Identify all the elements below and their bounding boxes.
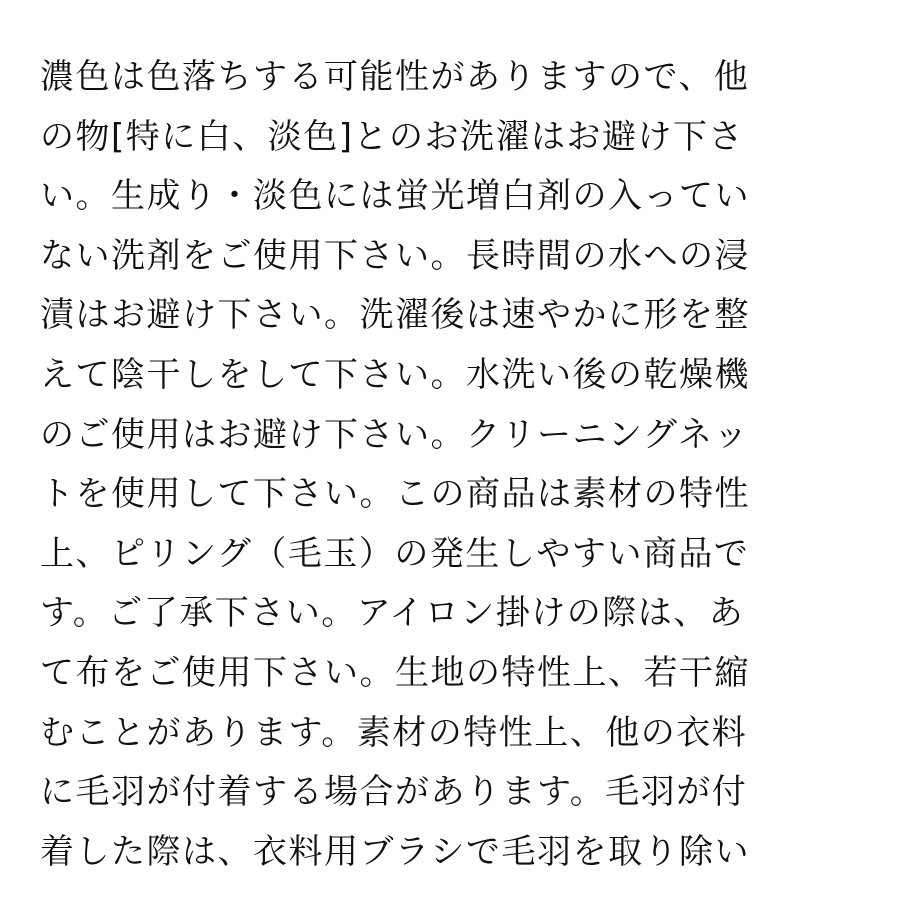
text-line-5: 漬はお避け下さい。洗濯後は速やかに形を整 xyxy=(40,295,750,336)
text-line-14: 着した際は、衣料用ブラシで毛羽を取り除い xyxy=(40,831,750,872)
text-line-13: に毛羽が付着する場合があります。毛羽が付 xyxy=(40,772,748,813)
text-line-2: の物[特に白、淡色]とのお洗濯はお避け下さ xyxy=(40,116,745,157)
text-line-7: のご使用はお避け下さい。クリーニングネッ xyxy=(40,414,749,455)
text-line-3: い。生成り・淡色には蛍光増白剤の入ってい xyxy=(40,176,750,217)
text-line-1: 濃色は色落ちする可能性がありますので、他 xyxy=(40,57,750,97)
text-line-11: て布をご使用下さい。生地の特性上、若干縮 xyxy=(40,652,750,693)
text-line-12: むことがあります。素材の特性上、他の衣料 xyxy=(40,712,748,753)
care-instructions-text xyxy=(40,48,870,882)
text-line-8: トを使用して下さい。この商品は素材の特性 xyxy=(40,474,750,515)
text-line-4: ない洗剤をご使用下さい。長時間の水への浸 xyxy=(40,235,750,276)
text-line-9: 上、ピリング（毛玉）の発生しやすい商品で xyxy=(40,533,750,574)
text-line-10: す。ご了承下さい。アイロン掛けの際は、あ xyxy=(40,593,745,634)
text-line-6: えて陰干しをして下さい。水洗い後の乾燥機 xyxy=(40,354,750,395)
